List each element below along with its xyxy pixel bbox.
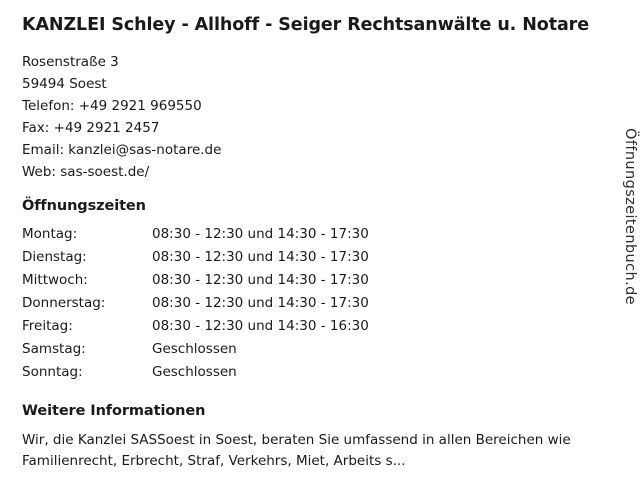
more-information-heading: Weitere Informationen: [22, 402, 206, 419]
hours-time: 08:30 - 12:30 und 14:30 - 17:30: [152, 271, 369, 288]
hours-day: Montag:: [22, 225, 78, 242]
opening-hours-table: [22, 226, 369, 387]
hours-day: Samstag:: [22, 340, 86, 357]
address-block: [22, 52, 618, 183]
hours-time: Geschlossen: [152, 363, 237, 380]
table-row: [22, 318, 369, 341]
hours-time: 08:30 - 12:30 und 14:30 - 16:30: [152, 317, 369, 334]
table-row: [22, 272, 369, 295]
table-row: [22, 341, 369, 364]
hours-day: Mittwoch:: [22, 271, 88, 288]
opening-hours-heading: Öffnungszeiten: [22, 197, 146, 214]
hours-time: 08:30 - 12:30 und 14:30 - 17:30: [152, 248, 369, 265]
watermark: Öffnungszeitenbuch.de: [622, 128, 638, 305]
more-information-text: Wir, die Kanzlei SASSoest in Soest, beraten Sie umfassend in allen Bereichen wie Familienrecht, Erbrecht, Straf, Verkehrs, Miet, Arbeits s...: [22, 431, 571, 469]
table-row: [22, 226, 369, 249]
hours-time: Geschlossen: [152, 340, 237, 357]
table-row: [22, 295, 369, 318]
address-phone: Telefon: +49 2921 969550: [22, 98, 202, 115]
hours-day: Sonntag:: [22, 363, 83, 380]
page-title: KANZLEI Schley - Allhoff - Seiger Rechtsanwälte u. Notare: [22, 15, 589, 35]
hours-day: Donnerstag:: [22, 294, 106, 311]
table-row: [22, 249, 369, 272]
hours-time: 08:30 - 12:30 und 14:30 - 17:30: [152, 294, 369, 311]
address-web: Web: sas-soest.de/: [22, 163, 150, 180]
address-city: 59494 Soest: [22, 76, 107, 93]
table-row: [22, 364, 369, 387]
hours-day: Freitag:: [22, 317, 73, 334]
hours-time: 08:30 - 12:30 und 14:30 - 17:30: [152, 225, 369, 242]
address-street: Rosenstraße 3: [22, 54, 119, 71]
address-fax: Fax: +49 2921 2457: [22, 119, 160, 136]
hours-day: Dienstag:: [22, 248, 87, 265]
address-email: Email: kanzlei@sas-notare.de: [22, 141, 222, 158]
